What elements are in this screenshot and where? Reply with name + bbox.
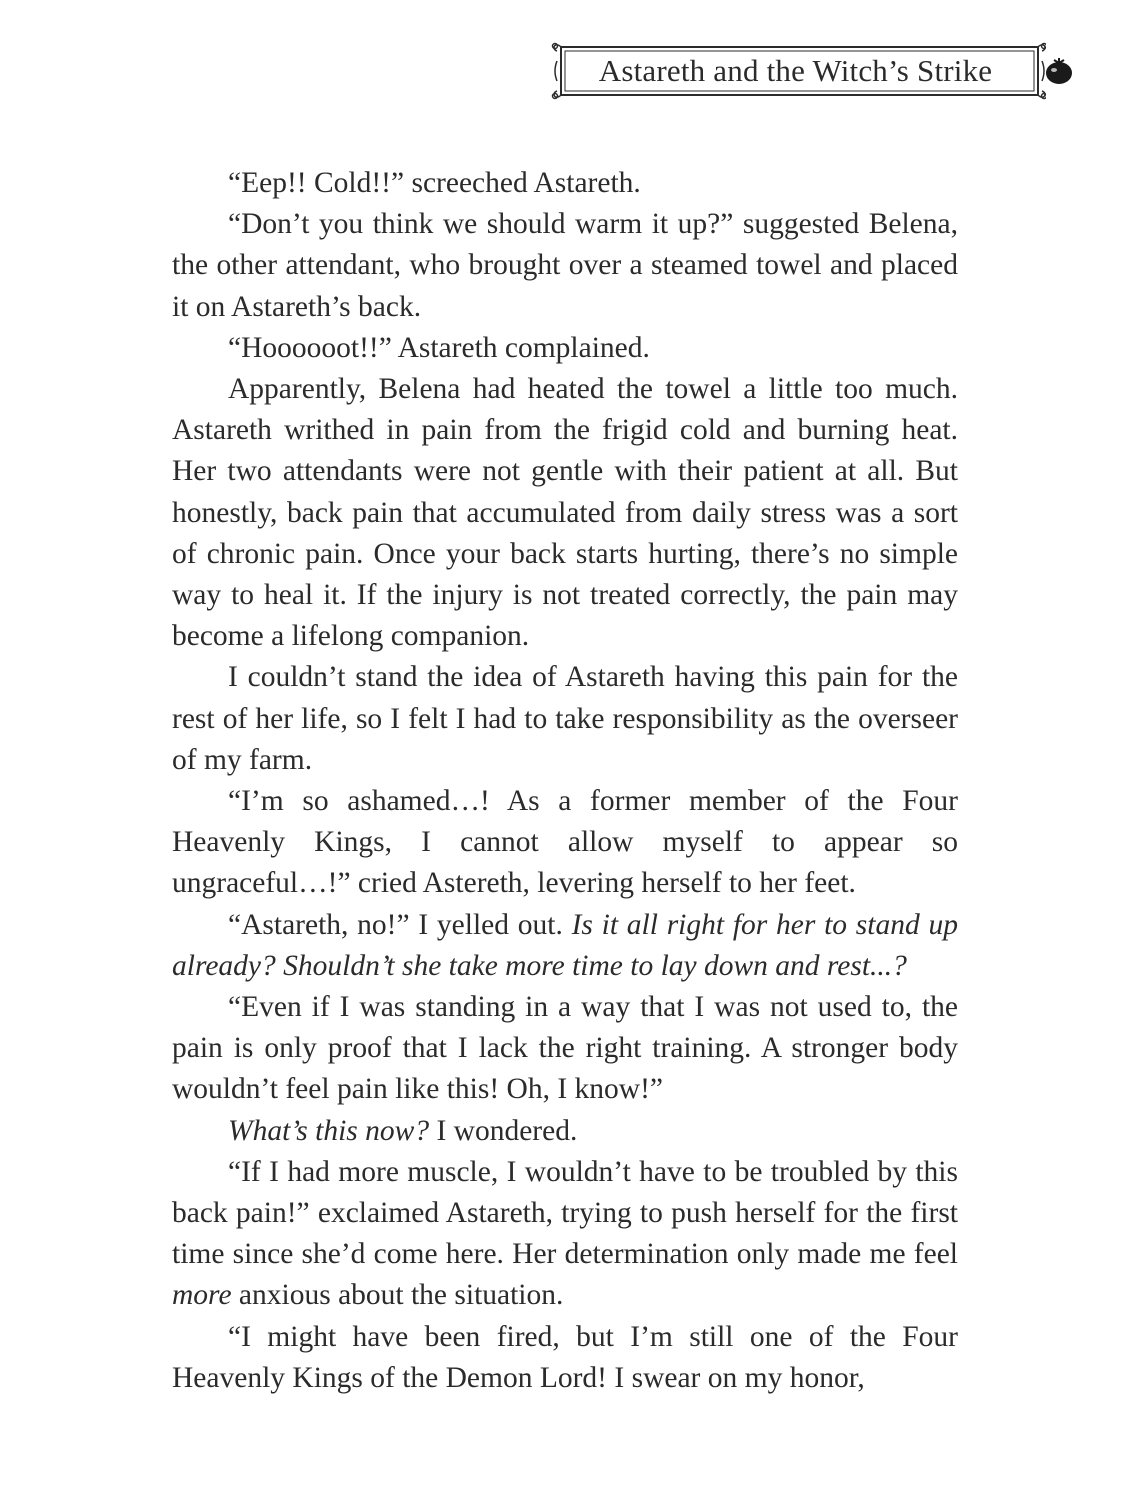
paragraph — [172, 1152, 958, 1317]
tomato-icon — [1044, 56, 1074, 86]
text-run: “Don’t you think we should warm it up?” suggested Belena, the other attendant, who brought over a steamed towel and placed it on Astareth’s back. — [172, 208, 958, 323]
text-run: I wondered. — [429, 1114, 578, 1147]
paragraph — [172, 781, 958, 905]
text-run: “Even if I was standing in a way that I was not used to, the pain is only proof that I lack the right training. A stronger body wouldn’t feel pain like this! Oh, I know!” — [172, 991, 958, 1106]
text-run: “I’m so ashamed…! As a former member of the Four Heavenly Kings, I cannot allow myself to appear so ungraceful…!” cried Astereth, levering herself to her feet. — [172, 785, 958, 900]
body-text — [172, 163, 958, 1399]
paragraph — [172, 987, 958, 1111]
running-header — [551, 41, 1046, 101]
paragraph — [172, 204, 958, 328]
italic-text: Is it all right for her to stand up already? Shouldn’t she take more time to lay down and rest...? — [172, 908, 958, 982]
italic-text: What’s this now? — [228, 1114, 430, 1147]
text-run: “Astareth, no!” I yelled out. — [228, 908, 572, 941]
text-run: anxious about the situation. — [231, 1279, 564, 1312]
paragraph — [172, 1111, 958, 1152]
text-run: I couldn’t stand the idea of Astareth having this pain for the rest of her life, so I felt I had to take responsibility as the overseer of my farm. — [172, 661, 958, 776]
paragraph — [172, 657, 958, 781]
paragraph — [172, 328, 958, 369]
paragraph — [172, 1317, 958, 1399]
text-run: “Hoooooot!!” Astareth complained. — [228, 331, 650, 364]
text-run: Apparently, Belena had heated the towel a little too much. Astareth writhed in pain from the frigid cold and burning heat. Her two attendants were not gentle with their patient at all. But honestly, back pain that accumulated from daily stress was a sort of chronic pain. Once your back starts hurting, there’s no simple way to heal it. If the injury is not treated correctly, the pain may become a lifelong companion. — [172, 373, 958, 653]
paragraph — [172, 905, 958, 987]
paragraph — [172, 369, 958, 657]
text-run: “Eep!! Cold!!” screeched Astareth. — [228, 167, 641, 199]
italic-text: more — [172, 1279, 232, 1312]
text-run: “If I had more muscle, I wouldn’t have to be troubled by this back pain!” exclaimed Astareth, trying to push herself for the first time since she’d come here. Her determination only made me feel — [172, 1155, 958, 1271]
text-run: “I might have been fired, but I’m still one of the Four Heavenly Kings of the Demon Lord! I swear on my honor, — [172, 1320, 958, 1394]
header-title: Astareth and the Witch’s Strike — [598, 53, 993, 88]
paragraph — [172, 163, 958, 204]
